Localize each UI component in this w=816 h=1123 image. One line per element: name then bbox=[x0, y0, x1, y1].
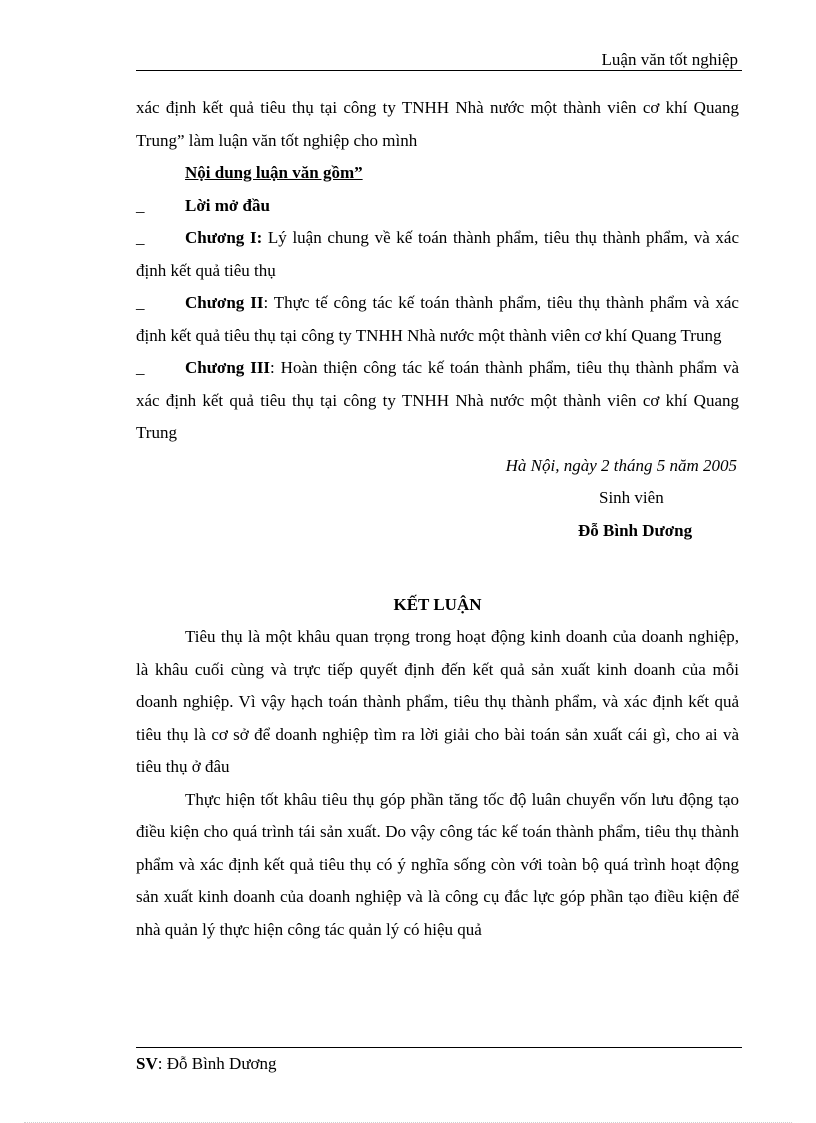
footer-text bbox=[136, 1053, 742, 1075]
page-header bbox=[136, 50, 742, 71]
contents-item-label: Chương II bbox=[185, 293, 264, 312]
header-title: Luận văn tốt nghiệp bbox=[601, 50, 738, 69]
contents-item-label: Lời mở đầu bbox=[185, 195, 270, 215]
conclusion-paragraph: Thực hiện tốt khâu tiêu thụ góp phần tăng tốc độ luân chuyển vốn lưu động tạo điều kiện cho quá trình tái sản xuất. Do vậy công tác kế toán thành phẩm, tiêu thụ thành phẩm và xác định kết quả tiêu thụ có ý nghĩa sống còn với toàn bộ quá trình hoạt động sản xuất kinh doanh của doanh nghiệp và là công cụ đắc lực góp phần tạo điều kiện để nhà quản lý thực hiện công tác quản lý có hiệu quả bbox=[136, 789, 739, 939]
footer-author: : Đỗ Bình Dương bbox=[157, 1054, 277, 1073]
contents-item-text: : Thực tế công tác kế toán thành phẩm, tiêu thụ thành phẩm và xác định kết quả tiêu thụ tại công ty TNHH Nhà nước một thành viên cơ khí Quang Trung bbox=[136, 293, 739, 345]
document-body bbox=[136, 92, 739, 946]
contents-item-text: Lý luận chung về kế toán thành phẩm, tiêu thụ thành phẩm, và xác định kết quả tiêu thụ bbox=[136, 228, 740, 280]
intro-paragraph: xác định kết quả tiêu thụ tại công ty TNHH Nhà nước một thành viên cơ khí Quang Trung” làm luận văn tốt nghiệp cho mình bbox=[136, 98, 739, 150]
bullet-icon: _ bbox=[136, 293, 145, 312]
contents-item bbox=[136, 287, 739, 352]
signature-place-date: Hà Nội, ngày 2 tháng 5 năm 2005 bbox=[505, 455, 737, 475]
contents-item-label: Chương I: bbox=[185, 228, 263, 247]
bullet-icon: _ bbox=[136, 195, 145, 215]
contents-heading bbox=[136, 157, 739, 190]
contents-heading-text: Nội dung luận văn gồm” bbox=[185, 163, 363, 182]
conclusion-title: KẾT LUẬN bbox=[393, 595, 482, 614]
contents-item bbox=[136, 190, 739, 223]
footer-label: SV bbox=[136, 1054, 158, 1073]
bullet-icon: _ bbox=[136, 228, 145, 247]
contents-item bbox=[136, 352, 739, 450]
conclusion-paragraph: Tiêu thụ là một khâu quan trọng trong hoạt động kinh doanh của doanh nghiệp, là khâu cuối cùng và trực tiếp quyết định đến kết quả sản xuất kinh doanh của mỗi doanh nghiệp. Vì vậy hạch toán thành phẩm, tiêu thụ thành phẩm, và xác định kết quả tiêu thụ là cơ sở để doanh nghiệp tìm ra lời giải cho bài toán sản xuất cái gì, cho ai và tiêu thụ ở đâu bbox=[136, 627, 739, 776]
signature-role: Sinh viên bbox=[599, 488, 664, 507]
bullet-icon: _ bbox=[136, 358, 145, 377]
contents-item bbox=[136, 222, 739, 287]
contents-item-label: Chương III bbox=[185, 358, 271, 377]
signature-name: Đỗ Bình Dương bbox=[578, 520, 693, 540]
contents-item-text: : Hoàn thiện công tác kế toán thành phẩm, tiêu thụ thành phẩm và xác định kết quả tiêu thụ tại công ty TNHH Nhà nước một thành viên cơ khí Quang Trung bbox=[136, 358, 739, 442]
page-footer bbox=[136, 1047, 742, 1075]
